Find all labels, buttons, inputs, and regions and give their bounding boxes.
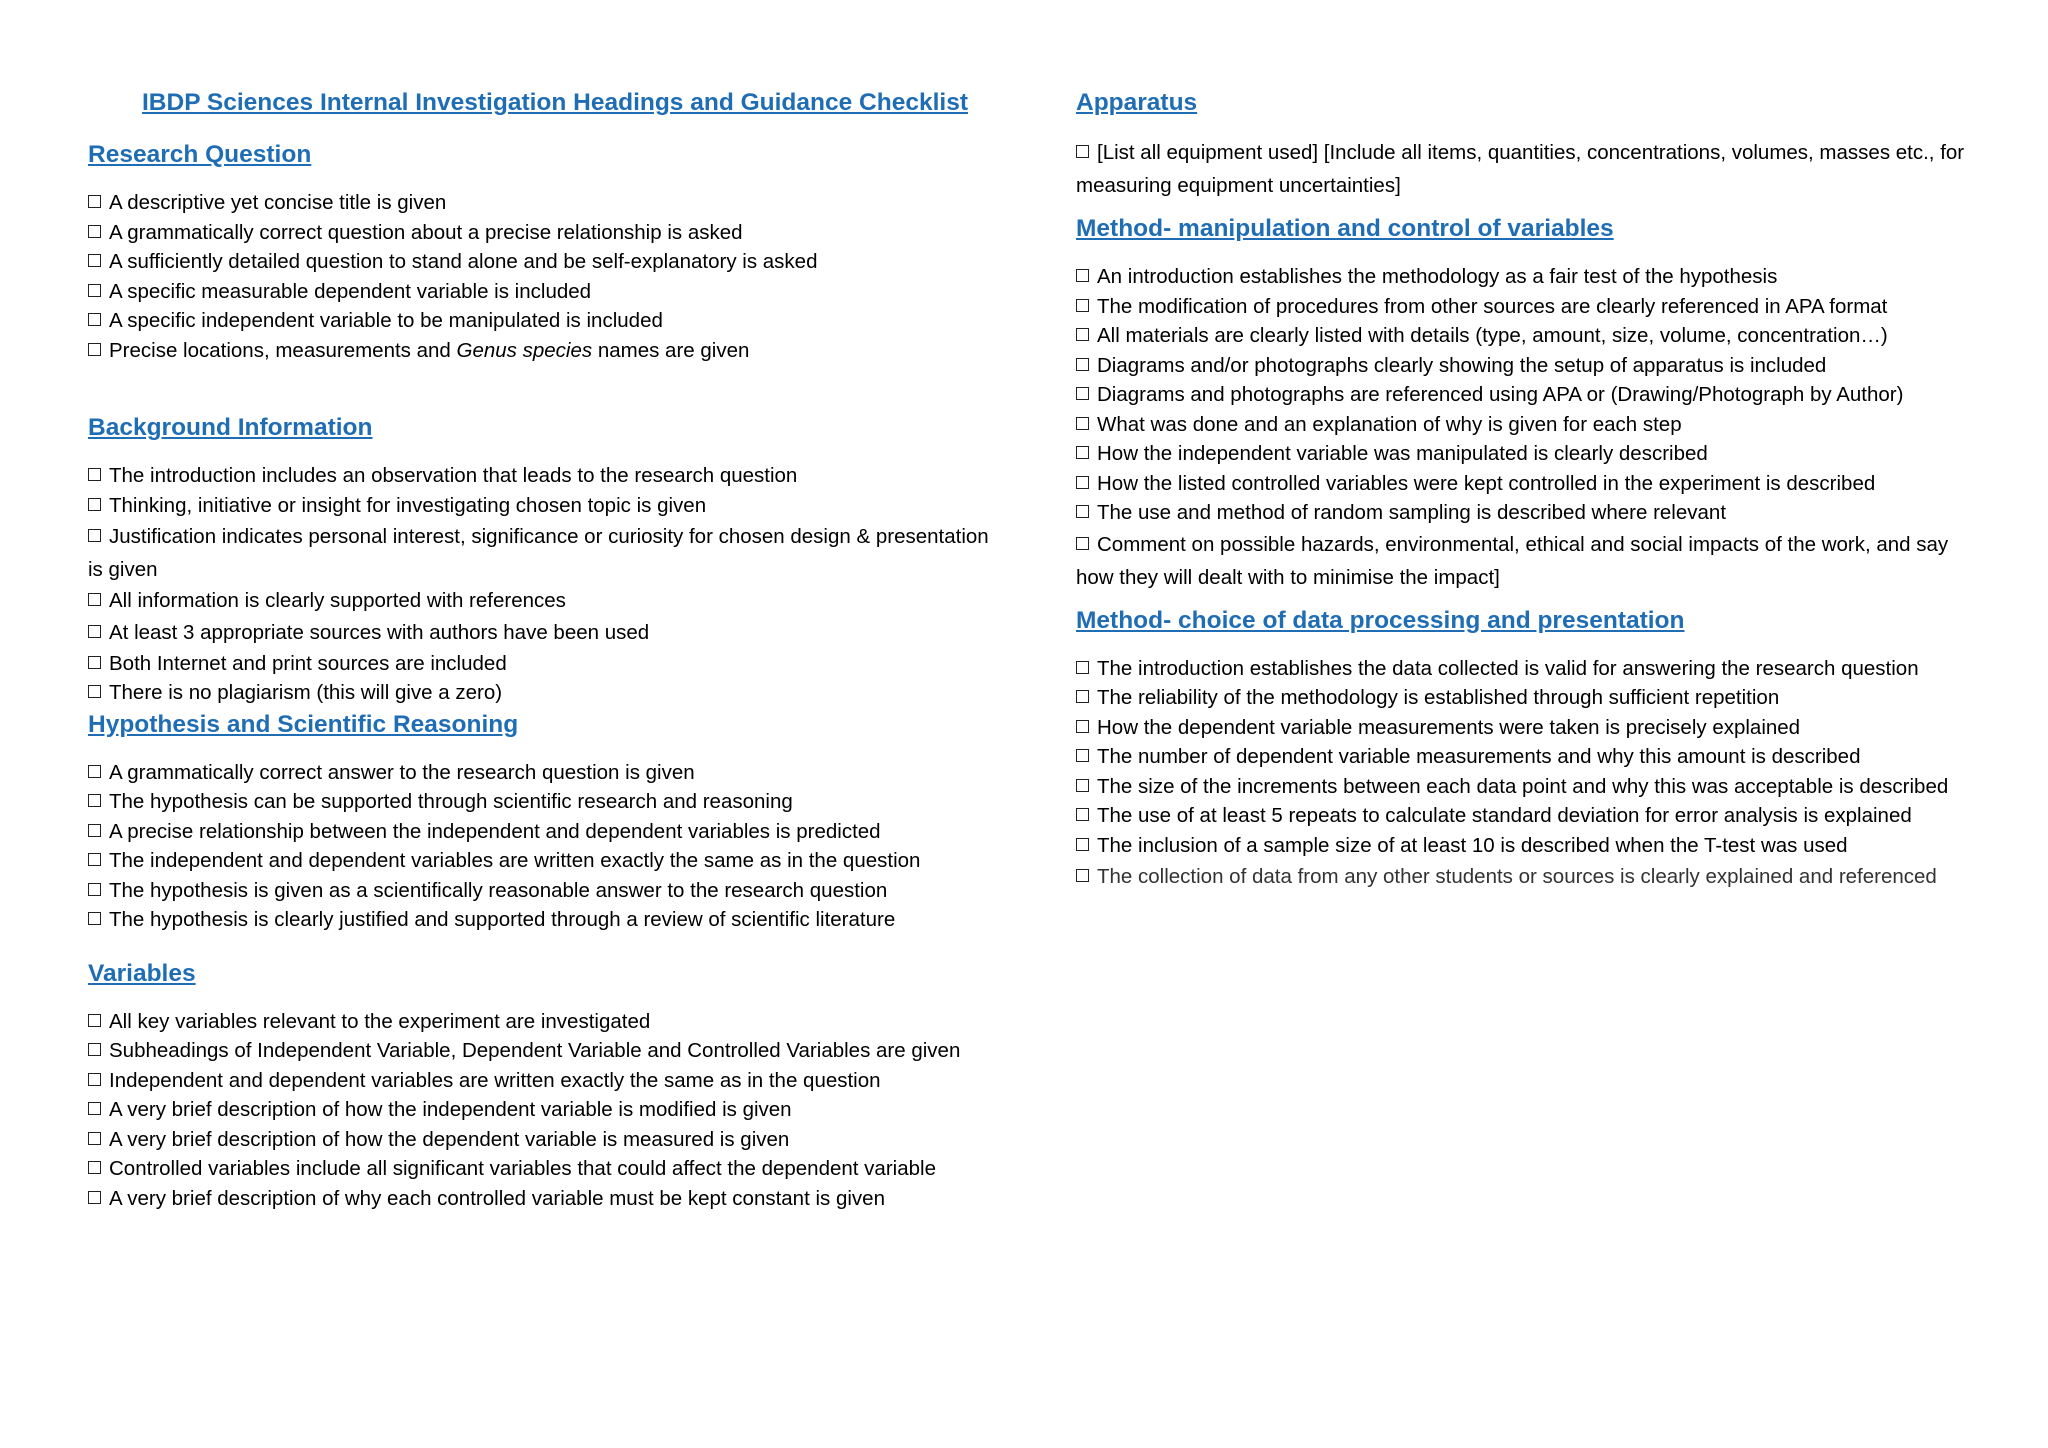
item-text: The hypothesis is clearly justified and supported through a review of scientific literature xyxy=(109,908,896,931)
item-text: Both Internet and print sources are included xyxy=(109,651,507,675)
checkbox[interactable] xyxy=(1076,299,1089,312)
item-text: The use of at least 5 repeats to calculate standard deviation for error analysis is explained xyxy=(1097,804,1912,827)
checkbox[interactable] xyxy=(88,1073,101,1086)
item-text: The introduction establishes the data collected is valid for answering the research question xyxy=(1097,656,1919,680)
item-text: A grammatically correct question about a precise relationship is asked xyxy=(109,220,743,244)
item-text: An introduction establishes the methodology as a fair test of the hypothesis xyxy=(1097,265,1778,288)
checkbox[interactable] xyxy=(1076,446,1089,459)
heading-apparatus: Apparatus xyxy=(1076,89,1198,116)
item-text: The hypothesis is given as a scientifically reasonable answer to the research question xyxy=(109,878,888,902)
checkbox[interactable] xyxy=(88,254,101,267)
checkbox[interactable] xyxy=(1076,537,1089,550)
checklist-item xyxy=(88,277,1000,307)
checklist-item xyxy=(1076,831,1986,861)
checklist-item xyxy=(1076,380,1986,410)
checkbox[interactable] xyxy=(88,656,101,669)
item-text: How the dependent variable measurements were taken is precisely explained xyxy=(1097,715,1801,739)
checklist-item xyxy=(88,1095,1000,1125)
checklist-item xyxy=(88,520,1000,586)
checkbox[interactable] xyxy=(1076,328,1089,341)
checklist-item xyxy=(1076,654,1986,684)
checkbox[interactable] xyxy=(88,284,101,297)
item-text: A very brief description of how the independent variable is modified is given xyxy=(109,1098,792,1121)
hypothesis-list xyxy=(88,758,1000,935)
checkbox[interactable] xyxy=(88,1132,101,1145)
checkbox[interactable] xyxy=(88,593,101,606)
item-text: Subheadings of Independent Variable, Dependent Variable and Controlled Variables are given xyxy=(109,1039,961,1062)
checklist-item xyxy=(1076,683,1986,713)
checklist-item xyxy=(1076,262,1986,292)
item-text-italic: Genus species xyxy=(456,338,593,362)
item-text: The collection of data from any other students or sources is clearly explained and referenced xyxy=(1097,865,1937,888)
checklist-item xyxy=(1076,742,1986,772)
checklist-item xyxy=(1076,321,1986,351)
item-text: The independent and dependent variables are written exactly the same as in the question xyxy=(109,849,921,872)
item-text: All key variables relevant to the experiment are investigated xyxy=(109,1009,651,1033)
heading-method-data-processing: Method- choice of data processing and presentation xyxy=(1076,606,1685,634)
item-text: Controlled variables include all significant variables that could affect the dependent variable xyxy=(109,1157,936,1180)
checklist-item xyxy=(1076,136,1986,202)
checklist-item xyxy=(1076,410,1986,440)
checklist-item xyxy=(88,905,1000,935)
checkbox[interactable] xyxy=(88,1161,101,1174)
heading-hypothesis: Hypothesis and Scientific Reasoning xyxy=(88,710,519,738)
checkbox[interactable] xyxy=(1076,269,1089,282)
item-text: At least 3 appropriate sources with authors have been used xyxy=(109,620,650,644)
checkbox[interactable] xyxy=(88,529,101,542)
variables-list xyxy=(88,1007,1000,1214)
item-text: A descriptive yet concise title is given xyxy=(109,191,447,214)
item-text: What was done and an explanation of why is given for each step xyxy=(1097,412,1682,436)
item-text: A very brief description of why each controlled variable must be kept constant is given xyxy=(109,1186,885,1210)
checklist-item xyxy=(88,306,1000,336)
checkbox[interactable] xyxy=(88,1014,101,1027)
checklist-item xyxy=(88,678,1000,708)
left-column xyxy=(88,86,1000,1213)
checklist-item xyxy=(1076,469,1986,499)
checkbox[interactable] xyxy=(1076,505,1089,518)
method-manipulation-list xyxy=(1076,262,1986,594)
checkbox[interactable] xyxy=(88,1102,101,1115)
checkbox[interactable] xyxy=(1076,869,1089,882)
item-text: How the independent variable was manipulated is clearly described xyxy=(1097,442,1708,465)
checklist-item xyxy=(88,787,1000,817)
checklist-item xyxy=(88,188,1000,218)
checklist-item xyxy=(88,1066,1000,1096)
item-text: The number of dependent variable measurements and why this amount is described xyxy=(1097,745,1861,768)
item-text: A grammatically correct answer to the research question is given xyxy=(109,760,695,784)
checkbox[interactable] xyxy=(1076,145,1089,158)
heading-variables: Variables xyxy=(88,959,196,987)
item-text-after: names are given xyxy=(592,338,750,362)
checkbox[interactable] xyxy=(1076,779,1089,792)
item-text: Justification indicates personal interest, significance or curiosity for chosen design & presentation is given xyxy=(88,525,989,581)
checkbox[interactable] xyxy=(1076,749,1089,762)
checkbox[interactable] xyxy=(88,824,101,837)
checkbox[interactable] xyxy=(1076,690,1089,703)
apparatus-list xyxy=(1076,136,1986,202)
checkbox[interactable] xyxy=(88,343,101,356)
checkbox[interactable] xyxy=(88,1043,101,1056)
checklist-item xyxy=(88,218,1000,248)
checklist-item xyxy=(88,649,1000,679)
checkbox[interactable] xyxy=(88,794,101,807)
checkbox[interactable] xyxy=(1076,476,1089,489)
checklist-item xyxy=(88,817,1000,847)
checklist-item xyxy=(88,336,1000,366)
checklist-item xyxy=(1076,713,1986,743)
checklist-item xyxy=(88,616,1000,649)
item-text: The use and method of random sampling is described where relevant xyxy=(1097,501,1727,524)
research-question-list xyxy=(88,188,1000,365)
item-text: Diagrams and/or photographs clearly showing the setup of apparatus is included xyxy=(1097,353,1827,377)
item-text: Thinking, initiative or insight for investigating chosen topic is given xyxy=(109,493,707,517)
checkbox[interactable] xyxy=(88,225,101,238)
item-text: A sufficiently detailed question to stand alone and be self-explanatory is asked xyxy=(109,250,818,273)
item-text: The modification of procedures from other sources are clearly referenced in APA format xyxy=(1097,294,1888,318)
item-text: [List all equipment used] [Include all items, quantities, concentrations, volumes, masses etc., for measuring equipment uncertainties] xyxy=(1076,141,1965,197)
checklist-item xyxy=(1076,801,1986,831)
checklist-item xyxy=(88,1125,1000,1155)
checklist-item xyxy=(88,1184,1000,1214)
item-text: All materials are clearly listed with details (type, amount, size, volume, concentration…) xyxy=(1097,324,1888,347)
item-text: The size of the increments between each data point and why this was acceptable is described xyxy=(1097,774,1949,798)
checkbox[interactable] xyxy=(1076,838,1089,851)
item-text: A specific measurable dependent variable is included xyxy=(109,279,592,303)
checkbox[interactable] xyxy=(88,468,101,481)
item-text: The inclusion of a sample size of at least 10 is described when the T-test was used xyxy=(1097,833,1848,857)
checkbox[interactable] xyxy=(88,195,101,208)
heading-research-question: Research Question xyxy=(88,141,312,168)
checklist-item xyxy=(88,846,1000,876)
checkbox[interactable] xyxy=(88,765,101,778)
checkbox[interactable] xyxy=(1076,387,1089,400)
checkbox[interactable] xyxy=(1076,358,1089,371)
item-text: How the listed controlled variables were kept controlled in the experiment is described xyxy=(1097,471,1876,495)
checklist-item xyxy=(1076,772,1986,802)
checklist-item xyxy=(88,461,1000,491)
method-data-list xyxy=(1076,654,1986,894)
checklist-item xyxy=(1076,860,1986,893)
checklist-item xyxy=(88,876,1000,906)
checklist-item xyxy=(88,247,1000,277)
checkbox[interactable] xyxy=(1076,417,1089,430)
checklist-item xyxy=(1076,292,1986,322)
checklist-item xyxy=(1076,351,1986,381)
item-text: All information is clearly supported with references xyxy=(109,589,566,612)
checklist-item xyxy=(88,586,1000,616)
checklist-item xyxy=(88,1007,1000,1037)
checkbox[interactable] xyxy=(88,883,101,896)
item-text: A very brief description of how the dependent variable is measured is given xyxy=(109,1127,790,1151)
checkbox[interactable] xyxy=(1076,661,1089,674)
item-text-before: Precise locations, measurements and xyxy=(109,338,457,362)
checklist-item xyxy=(1076,498,1986,528)
checklist-item xyxy=(88,1036,1000,1066)
checklist-item xyxy=(1076,439,1986,469)
background-list xyxy=(88,461,1000,708)
item-text: Comment on possible hazards, environmental, ethical and social impacts of the work, and say how they will dealt with to minimise the impact] xyxy=(1076,532,1949,589)
item-text: A precise relationship between the independent and dependent variables is predicted xyxy=(109,819,881,843)
item-text: The reliability of the methodology is established through sufficient repetition xyxy=(1097,686,1780,709)
item-text: The hypothesis can be supported through scientific research and reasoning xyxy=(109,790,793,813)
checkbox[interactable] xyxy=(88,498,101,511)
right-column xyxy=(1076,86,1986,893)
heading-background-information: Background Information xyxy=(88,414,373,441)
checklist-item xyxy=(88,491,1000,521)
checkbox[interactable] xyxy=(88,625,101,638)
item-text: There is no plagiarism (this will give a zero) xyxy=(109,681,503,704)
item-text: A specific independent variable to be manipulated is included xyxy=(109,309,663,332)
checkbox[interactable] xyxy=(1076,720,1089,733)
checkbox[interactable] xyxy=(88,685,101,698)
item-text: Diagrams and photographs are referenced using APA or (Drawing/Photograph by Author) xyxy=(1097,383,1904,406)
checklist-item xyxy=(88,1154,1000,1184)
item-text: Independent and dependent variables are written exactly the same as in the question xyxy=(109,1068,881,1092)
checkbox[interactable] xyxy=(88,313,101,326)
checklist-item xyxy=(1076,528,1986,594)
checklist-item xyxy=(88,758,1000,788)
heading-method-manipulation: Method- manipulation and control of variables xyxy=(1076,215,1614,242)
checkbox[interactable] xyxy=(88,853,101,866)
checkbox[interactable] xyxy=(1076,808,1089,821)
checkbox[interactable] xyxy=(88,1191,101,1204)
item-text: The introduction includes an observation that leads to the research question xyxy=(109,464,798,487)
checkbox[interactable] xyxy=(88,912,101,925)
document-title: IBDP Sciences Internal Investigation Headings and Guidance Checklist xyxy=(142,89,968,116)
